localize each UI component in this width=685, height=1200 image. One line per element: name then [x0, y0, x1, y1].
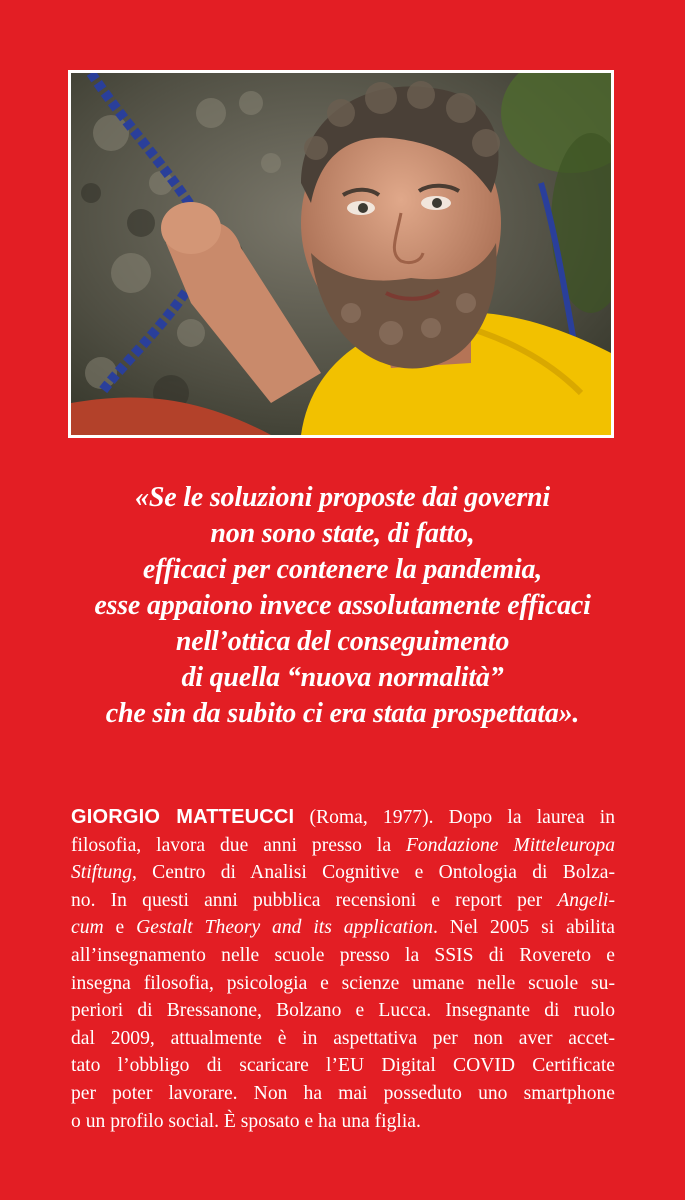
portrait-photo-icon: [71, 73, 611, 435]
bio-line: [71, 832, 615, 860]
quote-line: «Se le soluzioni proposte dai governi: [135, 482, 550, 513]
bio-text: no. In questi anni pubblica recensioni e report per: [71, 889, 558, 911]
quote-line: che sin da subito ci era stata prospettata».: [105, 698, 580, 729]
author-name: GIORGIO MATTEUCCI: [71, 806, 295, 828]
bio-text: , Centro di Analisi Cognitive e Ontologia di Bolza-: [131, 862, 615, 884]
quote-line: di quella “nuova normalità”: [181, 662, 504, 693]
bio-line: dal 2009, attualmente è in aspettativa per non aver accet-: [71, 1027, 615, 1049]
bio-italic-title: Angeli-: [557, 889, 615, 911]
bio-line: all’insegnamento nelle scuole presso la SSIS di Rovereto e: [71, 944, 615, 966]
bio-text: filosofia, lavora due anni presso la: [71, 834, 406, 856]
bio-italic-title: Fondazione Mitteleuropa: [405, 834, 615, 856]
bio-text: . Nel 2005 si abilita: [433, 917, 616, 939]
pull-quote: [20, 480, 665, 732]
bio-line: periori di Bressanone, Bolzano e Lucca. Insegnante di ruolo: [71, 1000, 615, 1022]
bio-text: (Roma, 1977). Dopo la laurea in: [294, 807, 615, 828]
bio-line: [71, 859, 615, 887]
bio-text: e: [103, 917, 137, 939]
bio-line: [71, 804, 615, 832]
bio-italic-title: Gestalt Theory and its application: [136, 917, 434, 939]
quote-line: esse appaiono invece assolutamente efficaci: [94, 590, 591, 621]
bio-line: [71, 887, 615, 915]
author-photo: [68, 70, 614, 438]
bio-italic-title: cum: [71, 917, 104, 939]
bio-line: o un profilo social. È sposato e ha una figlia.: [71, 1110, 421, 1132]
quote-line: non sono state, di fatto,: [210, 518, 475, 549]
quote-line: efficaci per contenere la pandemia,: [142, 554, 543, 585]
bio-line: tato l’obbligo di scaricare l’EU Digital COVID Certificate: [71, 1055, 615, 1077]
bio-line: insegna filosofia, psicologia e scienze umane nelle scuole su-: [71, 972, 615, 994]
bio-line: per poter lavorare. Non ha mai posseduto uno smartphone: [71, 1082, 615, 1104]
author-biography: [71, 804, 615, 1135]
bio-line: [71, 914, 615, 942]
bio-italic-title: Stiftung: [71, 862, 132, 884]
quote-line: nell’ottica del conseguimento: [175, 626, 510, 657]
